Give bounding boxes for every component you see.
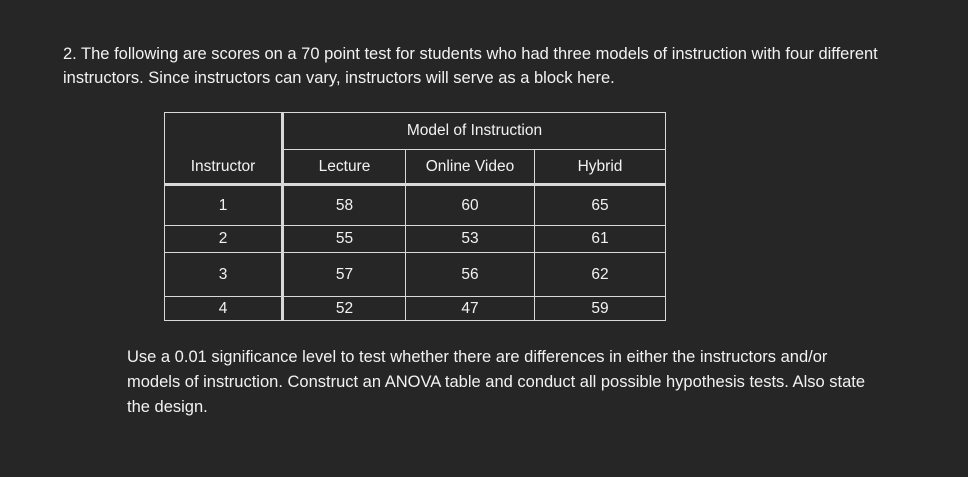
header-hybrid: Hybrid (577, 157, 623, 175)
table-border-bottom (164, 320, 666, 321)
table-border-right (665, 112, 666, 321)
lecture-cell: 55 (335, 230, 354, 247)
question-instructions: Use a 0.01 significance level to test whether there are differences in either the instructors and/or models of instruction. Construct an ANOVA table and conduct all possible hypothesis tests. Also state the design. (127, 348, 866, 416)
instructor-cell: 2 (218, 230, 228, 247)
hybrid-cell: 61 (591, 230, 609, 247)
question-intro: 2. The following are scores on a 70 point test for students who had three models of instruction with four different instructors. Since instructors can vary, instructors will serve as a block here. (63, 45, 878, 87)
hybrid-cell: 59 (591, 299, 609, 317)
header-lecture: Lecture (318, 157, 371, 175)
online-video-cell: 56 (461, 265, 479, 283)
hybrid-cell: 62 (591, 265, 609, 283)
lecture-cell: 57 (335, 265, 354, 283)
online-video-cell: 60 (461, 196, 479, 214)
lecture-cell: 58 (335, 196, 354, 214)
header-instructor: Instructor (190, 157, 256, 175)
hybrid-cell: 65 (591, 196, 609, 214)
online-video-cell: 53 (461, 230, 479, 247)
instructor-cell: 4 (218, 299, 228, 317)
scores-table (164, 112, 666, 321)
lecture-cell: 52 (335, 299, 354, 317)
header-online-video: Online Video (425, 157, 515, 175)
instructor-cell: 1 (218, 196, 228, 214)
group-header: Model of Instruction (406, 122, 543, 139)
instructor-cell: 3 (218, 265, 228, 283)
online-video-cell: 47 (461, 299, 479, 317)
